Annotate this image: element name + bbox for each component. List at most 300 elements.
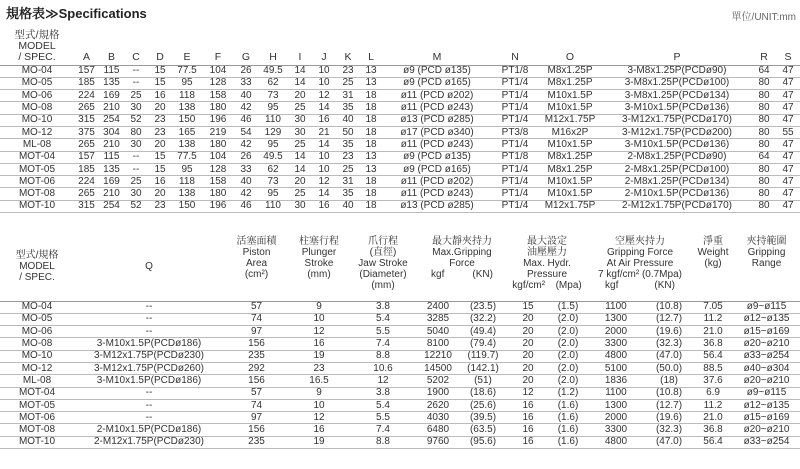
q-cell: -- [145, 411, 153, 423]
table-cell: 15 [154, 77, 166, 89]
table-cell: 2-M8x1.25P(PCDø134) [624, 175, 730, 187]
table-cell: 115 [103, 151, 120, 163]
model-cell: MO-08 [21, 338, 53, 350]
table-cell: 20 [294, 89, 306, 101]
table-cell: 3285 [426, 313, 450, 325]
table-cell: 135 [103, 163, 120, 175]
table-cell: 47 [782, 89, 794, 101]
table-cell: (2.0) [557, 325, 579, 337]
table-cell: 8100 [426, 338, 450, 350]
table-cell: 21.0 [703, 411, 723, 423]
column-header-j: J [321, 51, 327, 63]
model-header-line: MODEL [18, 39, 56, 52]
table-cell: 80 [758, 126, 770, 138]
model-cell: MO-06 [21, 325, 53, 337]
table-cell: M10x1.5P [547, 188, 593, 200]
page-header [0, 0, 800, 22]
model-cell: MO-05 [21, 77, 53, 89]
table-cell: 52 [130, 114, 142, 126]
table-cell: 138 [178, 188, 196, 200]
table-cell: ø12~ø135 [743, 399, 790, 411]
table-cell: (12.7) [655, 399, 683, 411]
table-row [0, 350, 800, 362]
q-cell: -- [145, 399, 153, 411]
table-cell: 14 [294, 77, 306, 89]
table-cell: 315 [78, 114, 95, 126]
table-cell: (25.6) [469, 399, 497, 411]
column-header-i: I [298, 51, 302, 63]
jaw-stroke-header-line: (mm) [371, 280, 395, 291]
model-header [0, 233, 74, 301]
piston-area-header-line: Area [245, 258, 268, 269]
max-hydr-header-line: 最大設定 [527, 236, 567, 247]
column-header-h: H [269, 51, 277, 63]
table-cell: 1836 [604, 374, 628, 386]
table-cell: 185 [78, 77, 95, 89]
table-cell: 150 [178, 114, 196, 126]
plunger-stroke-header-line: 柱塞行程 [299, 236, 339, 247]
table-cell: 80 [758, 175, 770, 187]
table-cell: 47 [782, 65, 794, 77]
table-cell: 95 [267, 188, 279, 200]
table-cell: 25 [130, 175, 142, 187]
table-cell: 5040 [426, 325, 450, 337]
table-cell: 25 [294, 102, 306, 114]
table-cell: 3-M12x1.75P(PCDø170) [621, 114, 733, 126]
table-cell: 5.4 [376, 399, 390, 411]
max-gripping-header-line: 最大靜夾持力 [432, 236, 492, 247]
table-cell: 196 [209, 200, 227, 212]
table-cell: (1.2) [557, 387, 579, 399]
q-cell: -- [145, 387, 153, 399]
table-cell: 180 [209, 138, 227, 150]
table-cell: M10x1.5P [547, 138, 593, 150]
table-cell: 40 [342, 200, 354, 212]
table-cell: 13 [365, 65, 377, 77]
table-cell: ø20~ø210 [743, 374, 790, 386]
table-row [0, 139, 800, 151]
table-cell: 18 [365, 114, 377, 126]
table-cell: 304 [103, 126, 120, 138]
table-cell: 156 [248, 424, 265, 436]
table-row [0, 200, 800, 212]
table-cell: PT1/4 [501, 175, 529, 187]
table-cell: (119.7) [467, 350, 499, 362]
table-cell: M12x1.75P [544, 200, 596, 212]
table2-header-row [0, 233, 800, 301]
table-cell: 19 [313, 350, 325, 362]
table-cell: (23.5) [469, 301, 497, 313]
table-cell: 20 [522, 313, 534, 325]
column-header-r: R [760, 51, 768, 63]
table-cell: 10 [318, 151, 330, 163]
table-cell: 25 [130, 89, 142, 101]
table-cell: 73 [267, 175, 279, 187]
table-cell: 18 [365, 138, 377, 150]
model-cell: MO-12 [21, 362, 53, 374]
table-cell: 16 [522, 411, 534, 423]
table-cell: 3300 [604, 338, 628, 350]
table-cell: (39.5) [469, 411, 497, 423]
table-cell: 3.8 [376, 387, 390, 399]
table-cell: ø12~ø135 [743, 313, 790, 325]
table-cell: 40 [342, 114, 354, 126]
table-cell: 315 [78, 200, 95, 212]
column-header-p: P [673, 51, 681, 63]
table-cell: 8.8 [376, 350, 390, 362]
table-cell: 57 [250, 301, 263, 313]
gripping-air-header-line: Gripping Force [606, 247, 674, 258]
table-cell: ø11 (PCD ø243) [400, 102, 474, 114]
range-header [733, 233, 800, 301]
table-cell: 16 [154, 89, 166, 101]
gripping-air-header-unit: (KN) [654, 280, 675, 291]
model-header-line: MODEL [19, 261, 55, 273]
table-cell: 33 [240, 77, 252, 89]
unit-label: 單位/UNIT:mm [731, 12, 796, 23]
model-cell: MO-10 [21, 350, 53, 362]
table-cell: 104 [209, 65, 227, 77]
model-cell: MO-05 [21, 313, 53, 325]
column-header-l: L [368, 51, 374, 63]
table-cell: 16 [154, 175, 166, 187]
range-header-line: 夾持範圍 [746, 236, 787, 247]
model-cell: MOT-10 [18, 436, 56, 448]
table-cell: ø9 (PCD ø165) [403, 163, 471, 175]
model-cell: MO-06 [21, 89, 53, 101]
table-cell: 80 [758, 163, 770, 175]
table-cell: 9 [316, 301, 322, 313]
table-cell: 16 [522, 436, 534, 448]
table-cell: (2.0) [557, 338, 579, 350]
table-cell: 95 [181, 77, 193, 89]
table-cell: ø9~ø115 [746, 387, 787, 399]
table-cell: 40 [240, 89, 252, 101]
table-row [0, 399, 800, 411]
table-cell: (12.7) [655, 313, 683, 325]
table-cell: 77.5 [177, 65, 197, 77]
table-cell: (142.1) [467, 362, 499, 374]
table-cell: ø33~ø254 [743, 350, 790, 362]
column-header-c: C [132, 51, 140, 63]
table-cell: 56.4 [703, 350, 723, 362]
table-row [0, 387, 800, 399]
table-cell: 19 [313, 436, 325, 448]
table-cell: ø33~ø254 [743, 436, 790, 448]
table-cell: 80 [758, 114, 770, 126]
table-cell: 23 [154, 126, 166, 138]
table-cell: 3-M8x1.25P(PCDø90) [627, 65, 727, 77]
table-cell: 115 [103, 65, 120, 77]
column-header-a: A [82, 51, 90, 63]
table-cell: (79.4) [469, 338, 497, 350]
table-cell: 128 [209, 163, 227, 175]
jaw-stroke-header-line: 爪行程 [368, 236, 398, 247]
table-cell: M8x1.25P [547, 163, 593, 175]
table-cell: 9 [316, 387, 322, 399]
table-cell: 12 [313, 411, 325, 423]
table-cell: ø9~ø115 [746, 301, 787, 313]
table-cell: 3.8 [376, 301, 390, 313]
table-cell: 47 [782, 114, 794, 126]
table-cell: 77.5 [177, 151, 197, 163]
column-header-s: S [784, 51, 792, 63]
table-cell: 36.8 [703, 424, 723, 436]
piston-area-header-line: 活塞面積 [236, 236, 277, 247]
q-cell: 3-M12x1.75P(PCDø260) [93, 362, 205, 374]
table-cell: 14 [294, 163, 306, 175]
table-cell: 14 [318, 138, 330, 150]
table-cell: 23 [154, 200, 166, 212]
column-header-e: E [183, 51, 191, 63]
table-cell: 104 [209, 151, 227, 163]
table-cell: 42 [240, 138, 252, 150]
table-row [0, 126, 800, 138]
column-header-n: N [511, 51, 519, 63]
table-cell: 3-M8x1.25P(PCDø134) [624, 89, 730, 101]
table-cell: 10.6 [373, 362, 393, 374]
range-header-line: Range [751, 258, 782, 269]
table-cell: (18) [660, 374, 678, 386]
max-gripping-header-line: Max.Gripping [432, 247, 492, 258]
q-cell: 3-M10x1.5P(PCDø186) [96, 338, 202, 350]
table-cell: M8x1.25P [547, 151, 593, 163]
table-cell: 165 [178, 126, 196, 138]
column-header-k: K [344, 51, 352, 63]
column-header-d: D [156, 51, 164, 63]
table-cell: 20 [154, 102, 166, 114]
table-cell: 14 [318, 188, 330, 200]
table-cell: 13 [365, 163, 377, 175]
column-header-o: O [565, 51, 575, 63]
table-cell: 12 [522, 387, 534, 399]
table-cell: 25 [342, 77, 354, 89]
table-cell: 235 [248, 436, 265, 448]
table-cell: 12210 [424, 350, 452, 362]
table-cell: 80 [758, 102, 770, 114]
table-cell: PT1/8 [501, 65, 529, 77]
table-cell: 10 [318, 77, 330, 89]
page-title: 規格表≫Specifications [6, 6, 147, 21]
table-cell: 25 [342, 163, 354, 175]
table-cell: 18 [365, 102, 377, 114]
table-cell: 97 [250, 325, 263, 337]
table-row [0, 424, 800, 436]
table-cell: 73 [267, 89, 279, 101]
table-cell: PT1/4 [501, 138, 529, 150]
table-cell: 1300 [604, 399, 628, 411]
table-cell: 5100 [604, 362, 628, 374]
gripping-air-header-units [587, 280, 693, 291]
table-cell: ø11 (PCD ø243) [400, 138, 474, 150]
table1-header-row [0, 22, 800, 65]
q-cell: -- [145, 301, 153, 313]
table-cell: 18 [365, 89, 377, 101]
table-cell: 36.8 [703, 338, 723, 350]
table-cell: 156 [248, 338, 265, 350]
table-cell: 47 [782, 77, 794, 89]
table-cell: 16 [313, 424, 325, 436]
table-cell: 21.0 [703, 325, 723, 337]
table-row [0, 176, 800, 188]
table-cell: 12 [377, 374, 389, 386]
table-row [0, 412, 800, 424]
range-header-line: Gripping [747, 247, 786, 258]
table-cell: 18 [365, 175, 377, 187]
table-cell: 180 [209, 102, 227, 114]
table-cell: -- [132, 151, 140, 163]
table-cell: 20 [522, 374, 534, 386]
table-cell: 7.4 [376, 424, 390, 436]
table-cell: 2-M8x1.25P(PCDø100) [624, 163, 730, 175]
table-row [0, 102, 800, 114]
table-cell: 50 [342, 126, 354, 138]
model-header-line: 型式/規格 [15, 250, 59, 262]
model-cell: MOT-04 [18, 387, 56, 399]
table-cell: 129 [264, 126, 282, 138]
table-cell: 16 [313, 338, 325, 350]
plunger-stroke-header-line: (mm) [307, 269, 331, 280]
table-row [0, 436, 800, 448]
table-cell: ø13 (PCD ø285) [400, 200, 474, 212]
table-cell: 80 [758, 200, 770, 212]
column-header-g: G [241, 51, 251, 63]
table-cell: 265 [78, 102, 95, 114]
table-cell: (32.2) [469, 313, 497, 325]
table-cell: 47 [782, 163, 794, 175]
table-cell: (63.5) [469, 424, 497, 436]
table-cell: 30 [294, 126, 306, 138]
table-cell: 3-M10x1.5P(PCDø136) [624, 138, 730, 150]
table-cell: 138 [178, 138, 196, 150]
table-cell: 5202 [426, 374, 450, 386]
table-cell: (50.0) [655, 362, 683, 374]
q-cell: -- [145, 325, 153, 337]
model-cell: MOT-08 [18, 424, 56, 436]
table-cell: (2.0) [557, 374, 579, 386]
model-cell: MOT-08 [18, 188, 56, 200]
table-cell: 30 [130, 102, 142, 114]
model-cell: ML-08 [22, 374, 52, 386]
table-cell: PT1/4 [501, 114, 529, 126]
model-cell: MO-12 [21, 126, 53, 138]
table-cell: (32.3) [655, 338, 683, 350]
table-cell: 118 [179, 175, 195, 187]
table-cell: (47.0) [655, 350, 683, 362]
table-cell: 10 [318, 65, 330, 77]
table-cell: 1100 [605, 387, 627, 399]
table-cell: 18 [365, 200, 377, 212]
table-cell: 2-M10x1.5P(PCDø136) [624, 188, 730, 200]
model-cell: MOT-05 [18, 163, 56, 175]
jaw-stroke-header [349, 233, 417, 301]
table-cell: (1.6) [557, 411, 579, 423]
table-cell: 74 [250, 313, 263, 325]
table-row [0, 65, 800, 77]
table-cell: 1100 [605, 301, 627, 313]
table-cell: 31 [342, 89, 354, 101]
model-cell: MOT-04 [18, 151, 56, 163]
max-hydr-header-line: 油壓壓力 [527, 247, 567, 258]
table-cell: (1.6) [557, 424, 579, 436]
table-cell: 2-M12x1.75P(PCDø170) [621, 200, 733, 212]
piston-area-header-line: Piston [242, 247, 271, 258]
table-cell: 30 [294, 200, 306, 212]
table-cell: 7.4 [376, 338, 390, 350]
table-cell: PT3/8 [501, 126, 529, 138]
table-cell: 138 [178, 102, 196, 114]
table-cell: 30 [130, 138, 142, 150]
spec-table-dimensions [0, 22, 800, 213]
max-hydr-header [507, 233, 587, 301]
table-cell: 20 [294, 175, 306, 187]
table-cell: 5.5 [376, 325, 390, 337]
gripping-air-header-unit: kgf [605, 280, 619, 291]
table-cell: 219 [209, 126, 227, 138]
table-cell: 23 [342, 151, 354, 163]
table-cell: 128 [209, 77, 227, 89]
weight-header [693, 233, 733, 301]
table-row [0, 326, 800, 338]
table-cell: ø9 (PCD ø165) [403, 77, 471, 89]
table-cell: 254 [103, 200, 120, 212]
table-cell: (1.6) [557, 399, 579, 411]
table-cell: 3-M10x1.5P(PCDø136) [624, 102, 730, 114]
table-cell: 18 [365, 188, 377, 200]
column-header-b: B [107, 51, 115, 63]
max-hydr-header-line: Pressure [526, 269, 567, 280]
table-cell: PT1/4 [501, 188, 529, 200]
table-cell: 35 [342, 138, 354, 150]
table-row [0, 188, 800, 200]
table-cell: 80 [130, 126, 142, 138]
table-cell: 14 [294, 65, 306, 77]
table-cell: 2000 [604, 325, 628, 337]
table-cell: 64 [758, 65, 770, 77]
table-cell: 235 [248, 350, 265, 362]
table-cell: 1900 [426, 387, 450, 399]
table-cell: 16 [522, 399, 534, 411]
table-cell: ø9 (PCD ø135) [403, 65, 471, 77]
table-cell: 13 [365, 77, 377, 89]
table-cell: (2.0) [557, 350, 579, 362]
table-cell: 11.2 [703, 399, 723, 411]
weight-header-line: (kg) [704, 258, 722, 269]
plunger-stroke-header-line: Stroke [304, 258, 334, 269]
table-cell: 62 [267, 77, 279, 89]
max-hydr-header-units [507, 280, 587, 291]
table-cell: 35 [342, 102, 354, 114]
table-cell: PT1/4 [501, 89, 529, 101]
table-cell: ø20~ø210 [743, 424, 790, 436]
table-cell: (95.6) [469, 436, 497, 448]
table-cell: ø11 (PCD ø202) [400, 89, 474, 101]
table-cell: 135 [103, 77, 120, 89]
max-hydr-header-unit: (Mpa) [555, 280, 582, 291]
table-cell: M8x1.25P [547, 65, 593, 77]
table-cell: -- [132, 77, 140, 89]
table1-body [0, 65, 800, 213]
table-cell: (32.3) [655, 424, 683, 436]
gripping-air-header-line: At Air Pressure [606, 258, 674, 269]
max-gripping-header-line: Force [449, 258, 475, 269]
q-cell: 2-M10x1.5P(PCDø186) [96, 424, 202, 436]
table-cell: 375 [78, 126, 95, 138]
table-cell: 15 [154, 163, 166, 175]
table-row [0, 151, 800, 163]
model-cell: MOT-05 [18, 399, 56, 411]
table-cell: 47 [782, 188, 794, 200]
